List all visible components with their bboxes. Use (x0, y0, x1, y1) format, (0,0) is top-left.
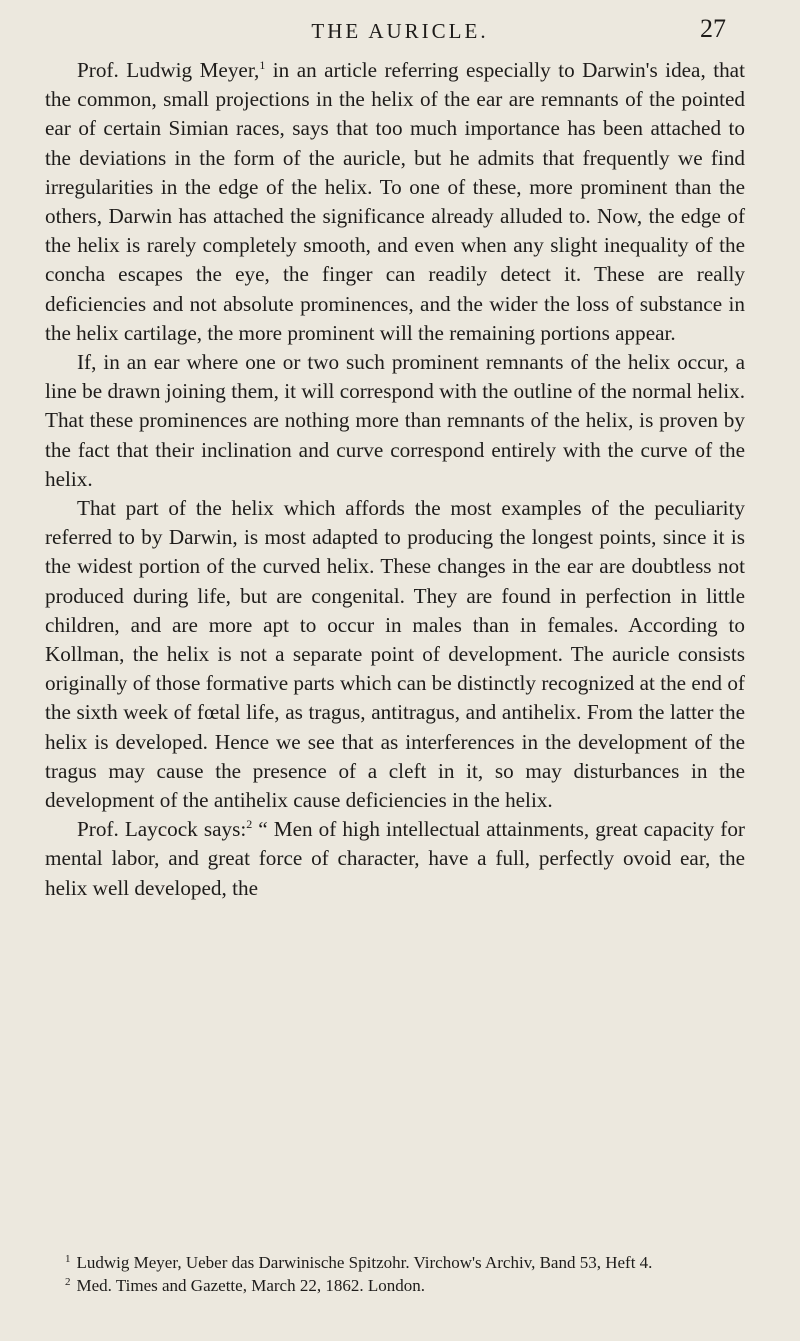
footnote (45, 1274, 745, 1297)
footnotes (45, 1251, 745, 1297)
body-text (45, 56, 745, 903)
paragraph-1 (45, 56, 745, 348)
running-title: THE AURICLE. (311, 19, 489, 43)
paragraph-4 (45, 815, 745, 903)
footnote-mark: 1 (65, 1253, 71, 1265)
paragraph-1-rest: in an article referring especially to Darwin's idea, that the common, small projections in the helix of the ear are remnants of the pointed ear of certain Simian races, says that too much importance has been attached to the deviations in the form of the auricle, but he admits that frequently we find irregularities in the edge of the helix. To one of these, more prominent than the others, Darwin has attached the significance already alluded to. Now, the edge of the helix is rarely completely smooth, and even when any slight inequality of the concha escapes the eye, the finger can readily detect it. These are really deficiencies and not absolute prominences, and the wider the loss of substance in the helix cartilage, the more prominent will the remaining portions appear. (45, 58, 745, 345)
page-number: 27 (700, 14, 726, 43)
paragraph-1-lead: Prof. Ludwig Meyer, (77, 58, 260, 82)
paragraph-4-rest: “ Men of high intellectual attainments, great capacity for mental labor, and great force of character, have a full, perfectly ovoid ear, the helix well developed, the (45, 817, 745, 900)
footnote-text: Ludwig Meyer, Ueber das Darwinische Spitzohr. Virchow's Archiv, Band 53, Heft 4. (76, 1253, 653, 1272)
paragraph-3: That part of the helix which affords the most examples of the peculiarity referred to by Darwin, is most adapted to producing the longest points, since it is the widest portion of the curved helix. These changes in the ear are doubtless not produced during life, but are congenital. They are found in perfection in little children, and are more apt to occur in males than in females. According to Kollman, the helix is not a separate point of development. The auricle consists originally of those formative parts which can be distinctly recognized at the end of the sixth week of fœtal life, as tragus, antitragus, and antihelix. From the latter the helix is developed. Hence we see that as interferences in the development of the tragus may cause the presence of a cleft in it, so may disturbances in the development of the antihelix cause deficiencies in the helix. (45, 496, 745, 813)
footnote-mark: 2 (65, 1276, 71, 1288)
paragraph-2: If, in an ear where one or two such prominent remnants of the helix occur, a line be drawn joining them, it will correspond with the outline of the normal helix. That these prominences are nothing more than remnants of the helix, is proven by the fact that their inclination and curve correspond entirely with the curve of the helix. (45, 350, 745, 491)
footnote-ref-2: 2 (246, 817, 253, 832)
footnote (45, 1251, 745, 1274)
footnote-ref-1: 1 (259, 58, 266, 72)
paragraph-4-lead: Prof. Laycock says: (77, 817, 247, 842)
footnote-text: Med. Times and Gazette, March 22, 1862. London. (76, 1276, 425, 1295)
